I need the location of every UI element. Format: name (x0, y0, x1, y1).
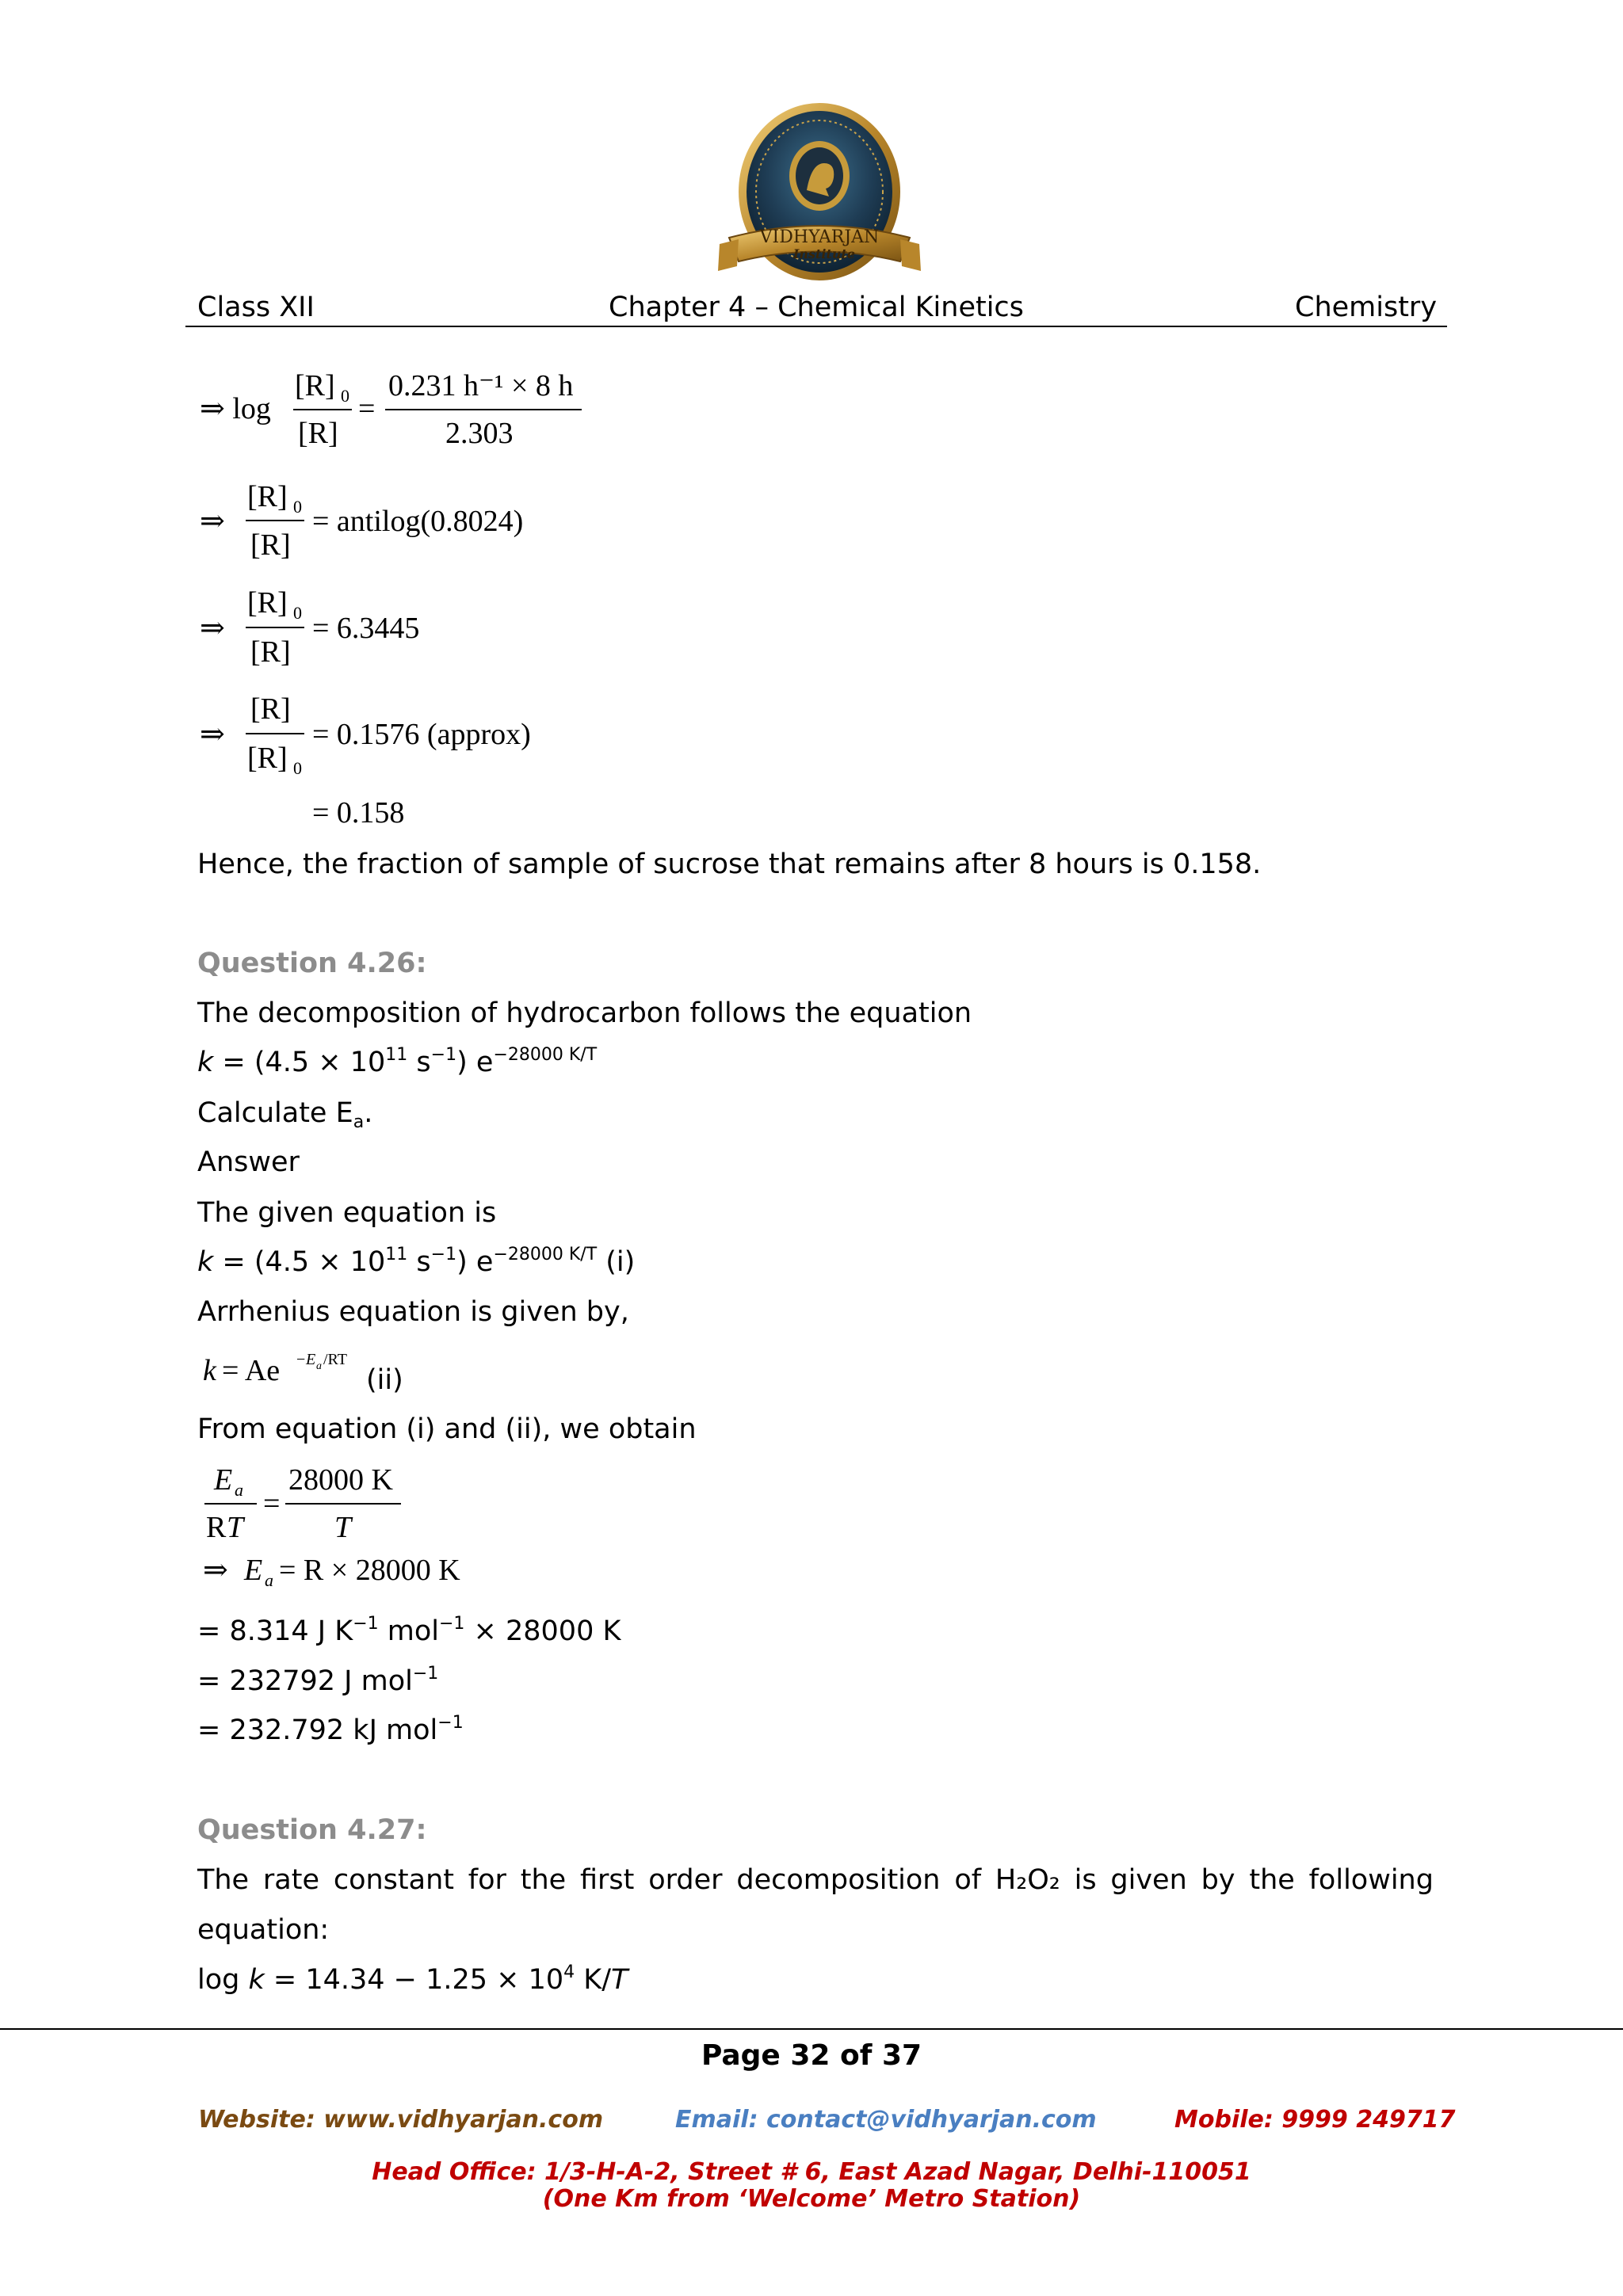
svg-text:[R]: [R] (295, 369, 335, 402)
svg-text:[R]: [R] (250, 635, 291, 669)
eq1-lhs: ⇒ log (200, 392, 271, 425)
question-4-26-heading: Question 4.26: (197, 948, 427, 979)
answer-label: Answer (197, 1146, 300, 1178)
eq5-rhs: = 0.158 (312, 796, 405, 830)
header-subject: Chemistry (1295, 292, 1438, 323)
q26-calculate: Calculate $E_a$. (197, 1097, 373, 1132)
from-equation-text: From equation (i) and (ii), we obtain (197, 1413, 697, 1445)
footer-website[interactable]: Website: www.vidhyarjan.com (198, 2106, 604, 2134)
conclusion-text: Hence, the fraction of sample of sucrose that remains after 8 hours is 0.158. (197, 849, 1262, 880)
logo-text-top: VIDHYARJAN (759, 227, 880, 247)
svg-text:[R]: [R] (247, 586, 288, 620)
logo-text-bottom: Institute (792, 246, 856, 261)
footer-email[interactable]: Email: contact@vidhyarjan.com (675, 2106, 1097, 2134)
svg-text:[R]: [R] (250, 692, 291, 726)
question-4-27-heading: Question 4.27: (197, 1814, 427, 1846)
svg-text:⇒: ⇒ (200, 612, 225, 645)
footer-office: Head Office: 1/3-H-A-2, Street # 6, East Azad Nagar, Delhi-110051 (372, 2158, 1251, 2186)
equation-block-top (200, 360, 612, 836)
svg-text:[R]: [R] (247, 742, 288, 775)
q27-line1: The rate constant for the first order decomposition of H₂O₂ is given by the following (197, 1864, 1434, 1896)
footer-mobile: Mobile: 9999 249717 (1174, 2106, 1456, 2134)
svg-text:[R]: [R] (250, 528, 291, 562)
svg-text:=: = (263, 1487, 281, 1520)
eq3-rhs: = 6.3445 (312, 612, 420, 645)
arrhenius-text: Arrhenius equation is given by, (197, 1296, 629, 1328)
svg-text:⇒: ⇒ (200, 718, 225, 751)
svg-text:E: E (214, 1463, 233, 1497)
svg-text:28000 K: 28000 K (288, 1463, 393, 1497)
svg-text:= R × 28000 K: = R × 28000 K (279, 1554, 460, 1587)
q27-line2: equation: (197, 1914, 330, 1946)
svg-text:0: 0 (293, 758, 302, 778)
equation-i: $k = (4.5 \times 10^{11}$ $s^{-1}$) $e^{-28000 K/T}$ (i) (197, 1245, 636, 1278)
svg-text:a: a (316, 1360, 322, 1372)
svg-text:k: k (203, 1354, 216, 1387)
q26-equation: $k = (4.5 \times 10^{11}$ $s^{-1}$) $e^{-28000 K/T}$ (197, 1045, 598, 1078)
result-line-2: = 232792 J mol$^{-1}$ (197, 1664, 439, 1697)
svg-text:/RT: /RT (323, 1351, 347, 1368)
svg-text:a: a (235, 1480, 243, 1500)
arrhenius-equation (203, 1347, 377, 1394)
eq2-rhs: = antilog(0.8024) (312, 505, 524, 538)
svg-text:T: T (227, 1511, 244, 1544)
svg-text:⇒: ⇒ (203, 1554, 228, 1587)
svg-text:T: T (334, 1511, 352, 1544)
svg-text:[R]: [R] (298, 417, 338, 450)
q27-equation: $\log k = 14.34 - 1.25 \times 10^4$ K/T (197, 1962, 628, 1996)
svg-text:0: 0 (341, 386, 349, 406)
svg-text:= Ae: = Ae (222, 1354, 281, 1387)
institute-logo (713, 103, 926, 292)
svg-text:−: − (296, 1351, 306, 1368)
header-class: Class XII (197, 292, 315, 323)
header-chapter: Chapter 4 – Chemical Kinetics (609, 292, 1024, 323)
result-line-1: = 8.314 J $K^{-1}$ mol$^{-1}$ × 28000 K (197, 1614, 621, 1647)
svg-text:⇒: ⇒ (200, 505, 225, 538)
given-text: The given equation is (197, 1197, 497, 1229)
svg-text:=: = (358, 392, 376, 425)
svg-text:0: 0 (293, 497, 302, 517)
svg-text:R: R (206, 1511, 227, 1544)
svg-text:E: E (244, 1554, 263, 1587)
eq1-numerator: 0.231 h⁻¹ × 8 h (388, 369, 574, 402)
svg-text:E: E (306, 1351, 316, 1368)
q26-line1: The decomposition of hydrocarbon follows the equation (197, 997, 972, 1029)
header-divider (185, 326, 1447, 327)
result-line-3: = 232.792 kJ mol$^{-1}$ (197, 1713, 464, 1746)
footer-metro: (One Km from ‘Welcome’ Metro Station) (542, 2185, 1081, 2213)
equation-ii-label: (ii) (366, 1364, 403, 1396)
footer-divider (0, 2028, 1623, 2030)
page-number: Page 32 of 37 (701, 2039, 922, 2072)
svg-text:[R]: [R] (247, 480, 288, 513)
svg-text:a: a (265, 1570, 273, 1590)
eq4-rhs: = 0.1576 (approx) (312, 718, 531, 751)
ea-derivation (203, 1458, 536, 1600)
eq1-denominator: 2.303 (445, 417, 514, 450)
svg-text:0: 0 (293, 603, 302, 623)
